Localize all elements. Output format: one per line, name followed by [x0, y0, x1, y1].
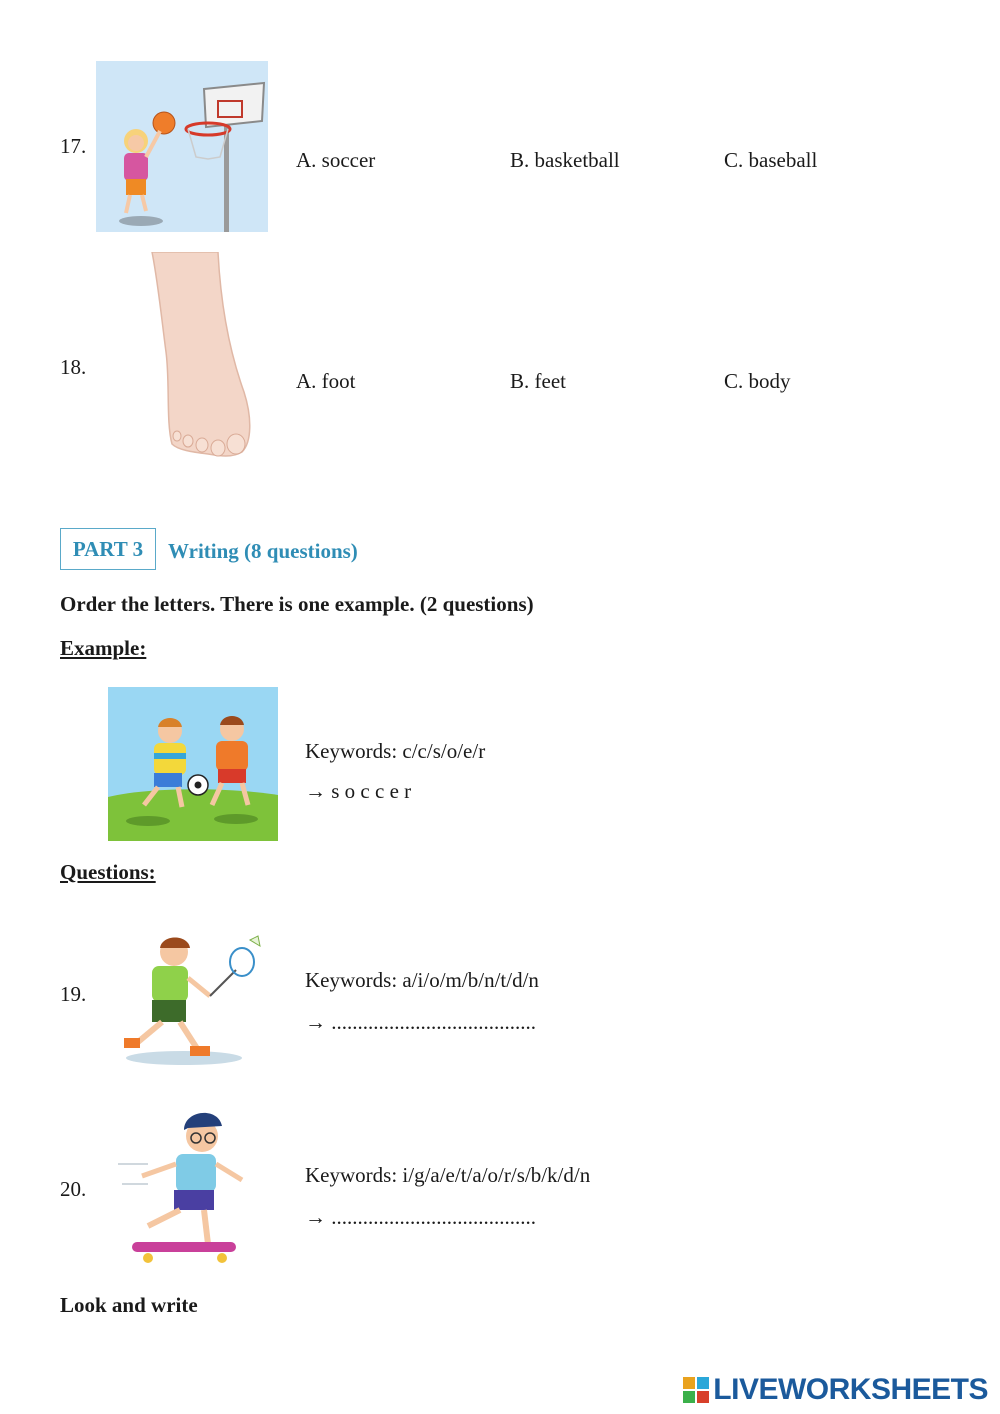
q20-keywords: Keywords: i/g/a/e/t/a/o/r/s/b/k/d/n [305, 1163, 591, 1187]
q19-answer-blank[interactable]: → ....................................... [305, 1010, 536, 1034]
example-keywords: Keywords: c/c/s/o/e/r [305, 739, 486, 763]
example-heading: Example: [60, 636, 147, 660]
badminton-picture [118, 932, 270, 1068]
option-c: C. baseball [724, 148, 818, 172]
option-b: B. feet [510, 369, 566, 393]
question-number: 19. [60, 982, 87, 1006]
instruction-order-letters: Order the letters. There is one example. (2 questions) [60, 592, 534, 616]
option-a: A. soccer [296, 148, 376, 172]
soccer-picture [108, 687, 278, 841]
foot-picture [148, 252, 258, 460]
example-answer: → s o c c e r [305, 779, 412, 803]
instruction-look-and-write: Look and write [60, 1293, 198, 1317]
question-number: 17. [60, 134, 87, 158]
skateboard-picture [118, 1104, 248, 1274]
basketball-picture [96, 61, 268, 232]
q20-answer-blank[interactable]: → ....................................... [305, 1205, 536, 1229]
option-c: C. body [724, 369, 791, 393]
questions-heading: Questions: [60, 860, 156, 884]
part-title: Writing (8 questions) [168, 539, 358, 563]
logo-text: LIVEWORKSHEETS [713, 1373, 988, 1406]
q19-keywords: Keywords: a/i/o/m/b/n/t/d/n [305, 968, 539, 992]
question-number: 20. [60, 1177, 87, 1201]
liveworksheets-logo [683, 1372, 988, 1408]
option-b: B. basketball [510, 148, 620, 172]
logo-icon [683, 1377, 709, 1403]
part-label-box: PART 3 [60, 528, 156, 570]
option-a: A. foot [296, 369, 356, 393]
question-number: 18. [60, 355, 87, 379]
